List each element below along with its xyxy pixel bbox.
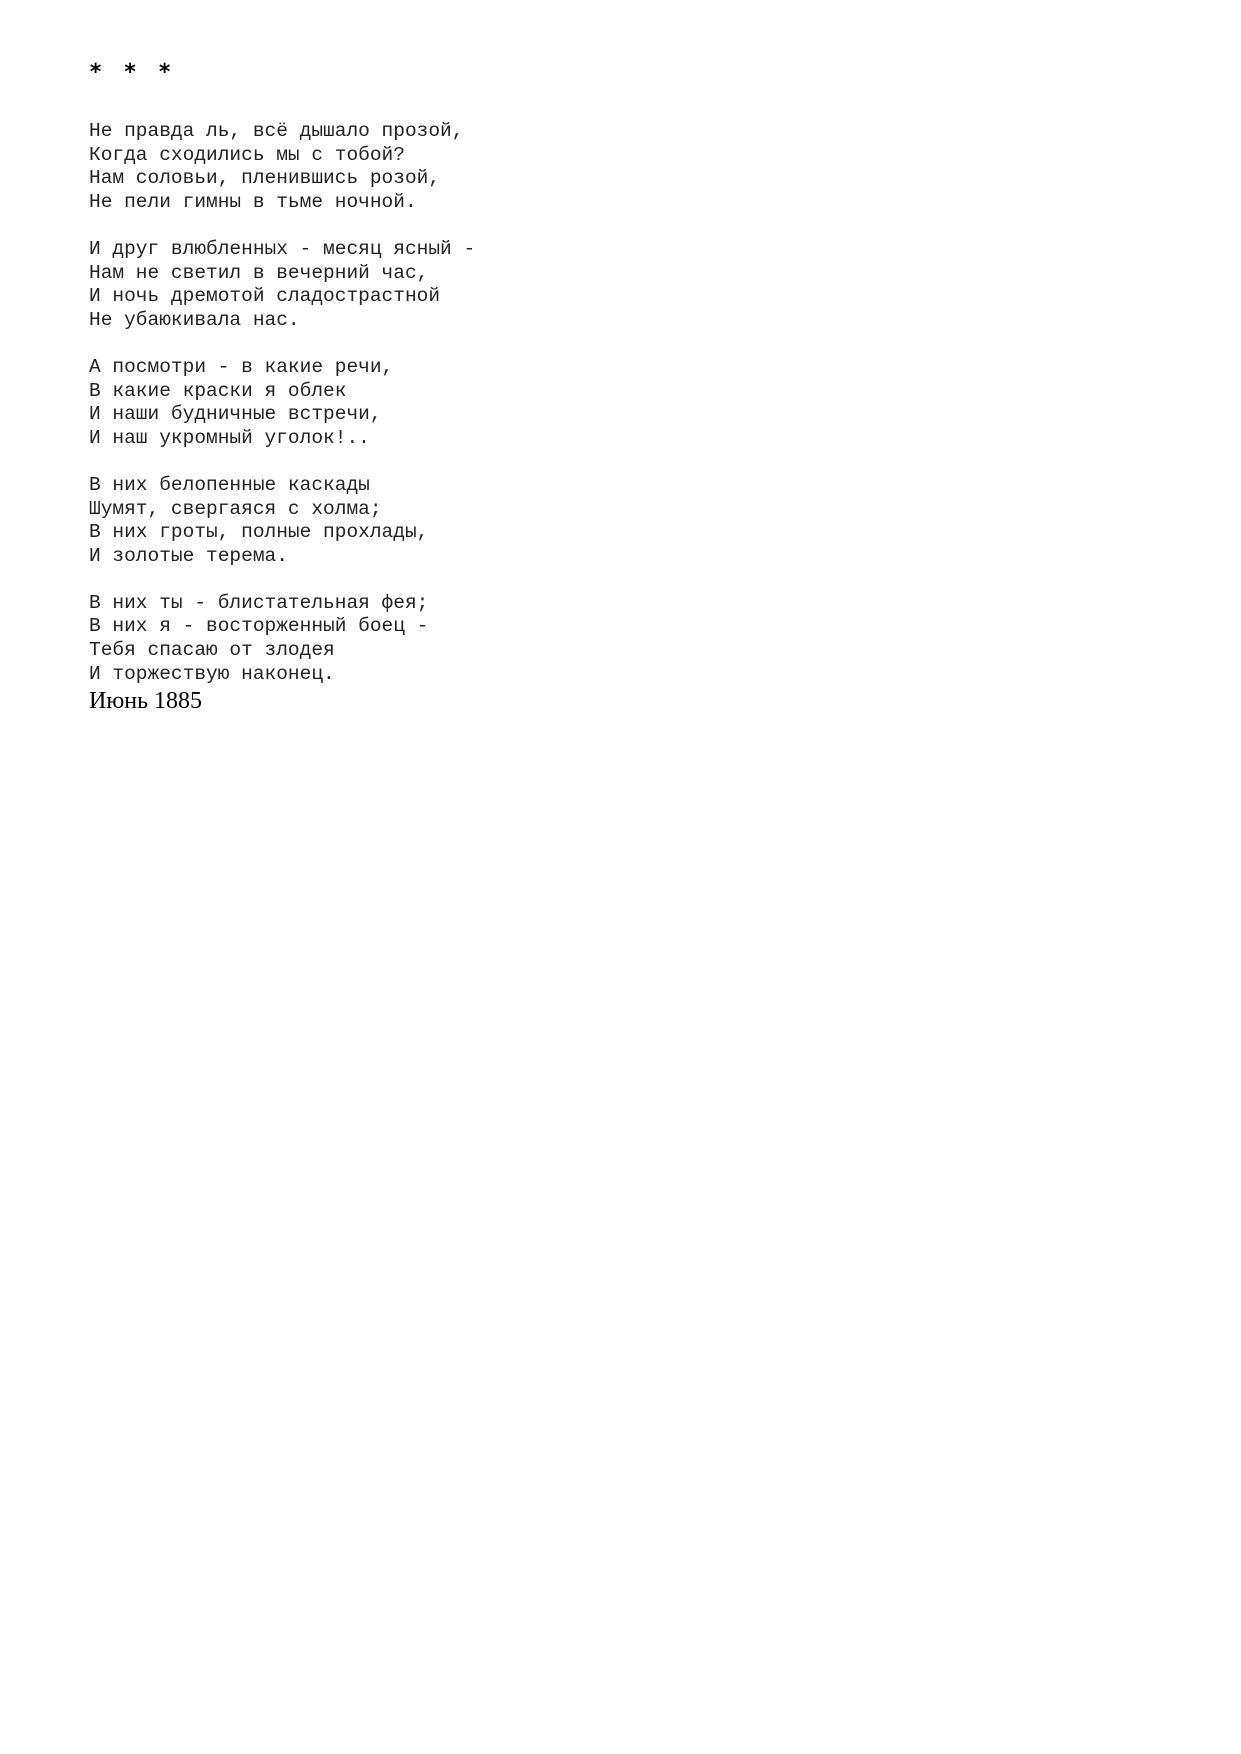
poem-line: И наши будничные встречи,	[89, 403, 382, 426]
poem-line: Когда сходились мы с тобой?	[89, 143, 405, 166]
poem-date: Июнь 1885	[89, 688, 203, 715]
poem-line: В них ты - блистательная фея;	[89, 591, 429, 614]
poem-line: А посмотри - в какие речи,	[89, 355, 394, 378]
stanza-3	[89, 356, 1189, 450]
poem-line: В них белопенные каскады	[89, 473, 370, 496]
poem-line: И друг влюбленных - месяц ясный -	[89, 237, 476, 260]
poem-line: В них гроты, полные прохлады,	[89, 521, 429, 544]
poem-line: Нам соловьи, пленившись розой,	[89, 167, 441, 190]
poem-line: В какие краски я облек	[89, 379, 347, 402]
stanza-5	[89, 592, 1189, 686]
poem-line: И торжествую наконец.	[89, 662, 335, 685]
poem-body	[89, 120, 1189, 714]
poem-line: Шумят, свергаяся с холма;	[89, 497, 382, 520]
stanza-4	[89, 474, 1189, 568]
poem-line: Нам не светил в вечерний час,	[89, 261, 429, 284]
poem-line: Не пели гимны в тьме ночной.	[89, 190, 417, 213]
poem-line: Не убаюкивала нас.	[89, 308, 300, 331]
poem-line: И наш укромный уголок!..	[89, 426, 370, 449]
poem-line: И ночь дремотой сладострастной	[89, 285, 441, 308]
poem-title: * * *	[89, 60, 176, 85]
stanza-2	[89, 238, 1189, 332]
poem-line: В них я - восторженный боец -	[89, 615, 429, 638]
poem-line: Не правда ль, всё дышало прозой,	[89, 120, 464, 142]
poem-line: И золотые терема.	[89, 544, 288, 567]
poem-line: Тебя спасаю от злодея	[89, 639, 335, 662]
stanza-1	[89, 120, 1189, 214]
